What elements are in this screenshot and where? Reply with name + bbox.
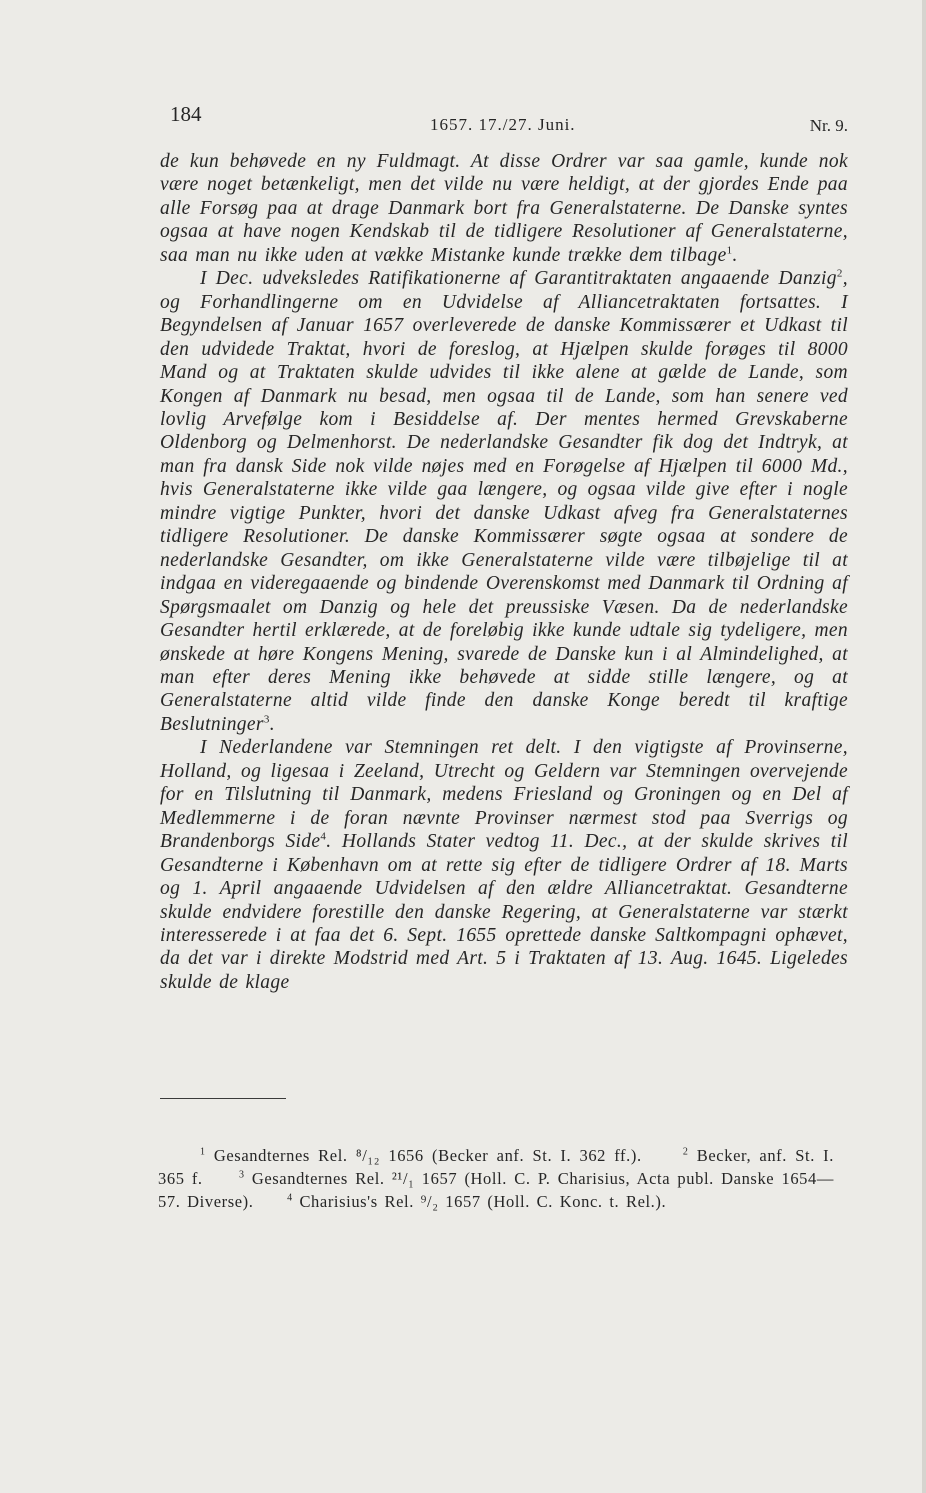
- paragraph-2-text-a: I Dec. udveksledes Ratifikationerne af Garantitraktaten angaaende Danzig: [200, 268, 837, 290]
- paragraph-2: [160, 267, 848, 736]
- footnote-text: Gesandternes Rel. ²¹/₁ 1657 (Holl. C. P. Charisius, Acta publ. Danske 1654—57. Diverse).: [158, 1169, 834, 1211]
- footnote-ref-4: 4: [320, 830, 327, 843]
- footnote-number: 4: [287, 1192, 293, 1204]
- footnote-ref-1: 1: [726, 244, 733, 257]
- footnote-1: [200, 1146, 642, 1165]
- paragraph-3: [160, 736, 848, 994]
- footnote-ref-3: 3: [263, 713, 270, 726]
- footnote-4: [287, 1192, 666, 1211]
- paragraph-2-end: .: [269, 713, 275, 735]
- footnote-number: 3: [238, 1169, 245, 1181]
- footnotes: [158, 1144, 834, 1213]
- body-text: [160, 150, 848, 994]
- footnote-text: Gesandternes Rel. ⁸/₁₂ 1656 (Becker anf. St. I. 362 ff.).: [213, 1146, 642, 1165]
- paragraph-2-text-b: , og Forhandlingerne om en Udvidelse af Alliancetraktaten fortsattes. I Begyndelsen af Januar 1657 overleverede de danske Kommissærer et Udkast til den udvidede Traktat, hvori de foreslog, at Hjælpen skulde forøges til 8000 Mand og at Traktaten skulde udvides til ikke alene at gælde de Lande, som Kongen af Danmark nu besad, men ogsaa til de Lande, som han senere ved lovlig Arvefølge kom i Besiddelse af. Der mentes hermed Grevskaberne Oldenborg og Delmenhorst. De nederlandske Gesandter fik dog det Indtryk, at man fra dansk Side nok vilde nøjes med en Forøgelse af Hjælpen til 6000 Md., hvis Generalstaterne ikke vilde gaa længere, og ogsaa vilde give efter i nogle mindre vigtige Punkter, hvori det danske Udkast afveg fra Generalstaternes tidligere Resolutioner. De danske Kommissærer søgte ogsaa at sondere de nederlandske Gesandter, om ikke Generalstaterne vilde være tilbøjelige til at indgaa en videregaaende og bindende Overenskomst med Danmark til Ordning af Spørgsmaalet om Danzig og hele det preussiske Væsen. Da de nederlandske Gesandter hertil erklærede, at de foreløbig ikke kunde udtale sig tydeligere, men ønskede at høre Kongens Mening, svarede de Danske kun i al Almindelighed, at man efter deres Mening ikke behøvede at sidde stille længere, og at Generalstaterne altid vilde finde den danske Konge beredt til kraftige Beslutninger: [160, 268, 848, 735]
- footnote-number: 2: [682, 1146, 689, 1158]
- paragraph-1-end: .: [732, 244, 738, 266]
- page-number: 184: [170, 102, 202, 126]
- page-date: 1657. 17./27. Juni.: [430, 115, 576, 134]
- document-number: Nr. 9.: [809, 116, 848, 135]
- paragraph-3-text-a: I Nederlandene var Stemningen ret delt. I den vigtigste af Provinserne, Holland, og ligesaa i Zeeland, Utrecht og Geldern var Stemningen overvejende for en Tilslutning til Danmark, medens Friesland og Groningen og en Del af Medlemmerne i de foran nævnte Provinser nærmest stod paa Sverrigs og Brandenborgs Side: [160, 737, 848, 853]
- page-header: [170, 100, 850, 140]
- paragraph-1: [160, 150, 848, 267]
- footnote-ref-2: 2: [836, 267, 843, 280]
- footnote-number: 1: [200, 1146, 206, 1158]
- footnote-text: Becker, anf. St. I. 365 f.: [158, 1146, 834, 1188]
- paragraph-1-text: de kun behøvede en ny Fuldmagt. At disse Ordrer var saa gamle, kunde nok være noget betænkeligt, men det vilde nu være heldigt, at der gjordes Ende paa alle Forsøg paa at drage Danmark bort fra Generalstaterne. De Danske syntes ogsaa at have nogen Kendskab til de tidligere Resolutioner af Generalstaterne, saa man nu ikke uden at vække Mistanke kunde trække dem tilbage: [160, 151, 848, 266]
- page-edge: [922, 0, 926, 1493]
- footnote-text: Charisius's Rel. ⁹/₂ 1657 (Holl. C. Konc. t. Rel.).: [299, 1192, 667, 1211]
- footnote-rule: [160, 1098, 286, 1099]
- paragraph-3-text-b: . Hollands Stater vedtog 11. Dec., at der skulde skrives til Gesandterne i København om at rette sig efter de tidligere Ordrer af 18. Marts og 1. April angaaende Udvidelsen af den ældre Alliancetraktat. Gesandterne skulde endvidere forestille den danske Regering, at Generalstaterne var stærkt interesserede i at faa det 6. Sept. 1655 oprettede danske Saltkompagni ophævet, da det var i direkte Modstrid med Art. 5 i Traktaten af 13. Aug. 1645. Ligeledes skulde de klage: [160, 831, 848, 993]
